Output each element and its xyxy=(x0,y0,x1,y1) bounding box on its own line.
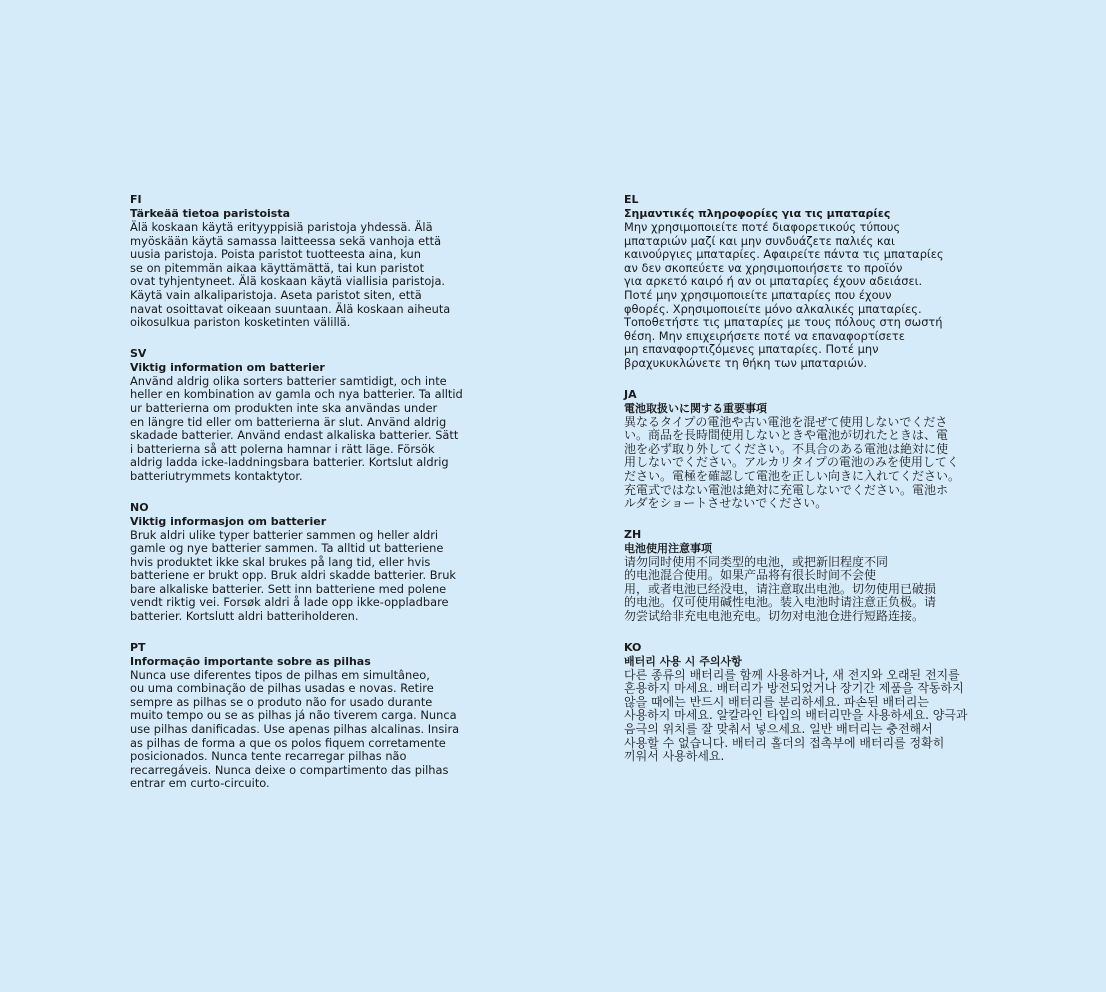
body-text-line: 않을 때에는 반드시 배터리를 분리하세요. 파손된 배터리는 xyxy=(624,694,929,709)
body-text-line: myöskään käytä samassa laitteessa sekä vanhoja että xyxy=(130,233,442,248)
section-title: Viktig informasjon om batterier xyxy=(130,514,327,528)
body-text-line: Τοποθετήστε τις μπαταρίες με τους πόλους στη σωστή xyxy=(624,315,943,330)
body-text-line: 池を必ず取り外してください。不具合のある電池は絶対に使 xyxy=(624,441,949,456)
section-title: 电池使用注意事项 xyxy=(624,541,712,555)
body-text-line: Bruk aldri ulike typer batterier sammen og heller aldri xyxy=(130,527,439,542)
section-sv xyxy=(130,347,475,484)
body-text-line: 用しないでください。アルカリタイプの電池のみを使用してく xyxy=(624,455,959,470)
body-text-line: 끼워서 사용하세요. xyxy=(624,749,725,764)
body-text-line: hvis produktet ikke skal brukes på lang tid, eller hvis xyxy=(130,554,431,569)
body-text-line: Nunca use diferentes tipos de pilhas em simultâneo, xyxy=(130,667,430,682)
body-text-line: 異なるタイプの電池や古い電池を混ぜて使用しないでくださ xyxy=(624,414,948,429)
body-text-line: ださい。電極を確認して電池を正しい向きに入れてください。 xyxy=(624,468,961,483)
body-text-line: 사용할 수 없습니다. 배터리 홀더의 접촉부에 배터리를 정확히 xyxy=(624,735,945,750)
body-text-line: heller en kombination av gamla och nya batterier. Ta alltid xyxy=(130,387,463,402)
body-text-line: navat osoittavat oikeaan suuntaan. Älä koskaan aiheuta xyxy=(130,301,451,316)
body-text-line: ovat tyhjentyneet. Älä koskaan käytä viallisia paristoja. xyxy=(130,274,446,289)
section-pt xyxy=(130,641,475,791)
body-text-line: bare alkaliske batterier. Sett inn batteriene med polene xyxy=(130,581,447,596)
body-text-line: 다른 종류의 배터리를 함께 사용하거나, 새 전지와 오래된 전지를 xyxy=(624,667,960,682)
section-title: Viktig information om batterier xyxy=(130,360,325,374)
language-code: JA xyxy=(624,387,637,401)
body-text-line: vendt riktig vei. Forsøk aldri å lade opp ikke-oppladbare xyxy=(130,595,449,610)
body-text-line: gamle og nye batterier sammen. Ta alltid ut batteriene xyxy=(130,541,444,556)
body-text-line: αν δεν σκοπεύετε να χρησιμοποιήσετε το προϊόν xyxy=(624,260,903,275)
body-text-line: 充電式ではない電池は絶対に充電しないでください。電池ホ xyxy=(624,482,949,497)
language-code: PT xyxy=(130,640,146,654)
body-text-line: θέση. Μην επιχειρήσετε ποτέ να επαναφορτίσετε xyxy=(624,328,905,343)
body-text-line: recarregáveis. Nunca deixe o compartimento das pilhas xyxy=(130,762,449,777)
body-text-line: 请勿同时使用不同类型的电池，或把新旧程度不同 xyxy=(624,554,889,569)
body-text-line: aldrig ladda icke-laddningsbara batterier. Kortslut aldrig xyxy=(130,455,449,470)
section-title: Informação importante sobre as pilhas xyxy=(130,654,371,668)
body-text-line: 혼용하지 마세요. 배터리가 방전되었거나 장기간 제품을 작동하지 xyxy=(624,681,964,696)
body-text-line: 음극의 위치를 잘 맞춰서 넣으세요. 일반 배터리는 충전해서 xyxy=(624,722,933,737)
body-text-line: Μην χρησιμοποιείτε ποτέ διαφορετικούς τύπους xyxy=(624,220,901,234)
body-text-line: i batterierna så att polerna hamnar i rätt läge. Försök xyxy=(130,441,435,456)
body-text-line: use pilhas danificadas. Use apenas pilhas alcalinas. Insira xyxy=(130,722,460,737)
section-title: 배터리 사용 시 주의사항 xyxy=(624,654,742,668)
body-text-line: い。商品を長時間使用しないときや電池が切れたときは、電 xyxy=(624,428,949,443)
body-text-line: βραχυκυκλώνετε τη θήκη των μπαταριών. xyxy=(624,355,868,370)
left-column xyxy=(130,193,475,808)
section-fi xyxy=(130,193,475,330)
body-text-line: uusia paristoja. Poista paristot tuotteesta aina, kun xyxy=(130,247,421,262)
body-text-line: oikosulkua pariston kosketinten välillä. xyxy=(130,315,351,330)
body-text-line: Använd aldrig olika sorters batterier samtidigt, och inte xyxy=(130,373,447,388)
section-zh xyxy=(624,528,969,624)
section-title: Tärkeää tietoa paristoista xyxy=(130,207,291,220)
body-text-line: muito tempo ou se as pilhas já não tiverem carga. Nunca xyxy=(130,708,457,723)
language-code: NO xyxy=(130,500,149,514)
body-text-line: se on pitemmän aikaa käyttämättä, tai kun paristot xyxy=(130,260,425,275)
section-ko xyxy=(624,641,969,764)
body-text-line: 사용하지 마세요. 알칼라인 타입의 배터리만을 사용하세요. 양극과 xyxy=(624,708,968,723)
body-text-line: 用，或者电池已经没电，请注意取出电池。切勿使用已破损 xyxy=(624,581,937,596)
body-text-line: μη επαναφορτιζόμενες μπαταρίες. Ποτέ μην xyxy=(624,342,879,357)
body-text-line: καινούργιες μπαταρίες. Αφαιρείτε πάντα τις μπαταρίες xyxy=(624,247,944,262)
body-text-line: Älä koskaan käytä erityyppisiä paristoja yhdessä. Älä xyxy=(130,220,433,234)
language-code: EL xyxy=(624,193,639,206)
body-text-line: en längre tid eller om batterierna är slut. Använd aldrig xyxy=(130,414,447,429)
language-code: FI xyxy=(130,193,142,206)
body-text-line: as pilhas de forma a que os polos fiquem corretamente xyxy=(130,735,446,750)
section-title: Σημαντικές πληροφορίες για τις μπαταρίες xyxy=(624,207,891,220)
body-text-line: entrar em curto-circuito. xyxy=(130,776,270,791)
section-ja xyxy=(624,388,969,511)
body-text-line: skadade batterier. Använd endast alkaliska batterier. Sätt xyxy=(130,428,459,443)
body-text-line: batteriene er brukt opp. Bruk aldri skadde batterier. Bruk xyxy=(130,568,457,583)
body-text-line: φθορές. Χρησιμοποιείτε μόνο αλκαλικές μπαταρίες. xyxy=(624,301,922,316)
language-code: SV xyxy=(130,346,147,360)
body-text-line: 的电池。仅可使用碱性电池。装入电池时请注意正负极。请 xyxy=(624,595,937,610)
body-text-line: ur batterierna om produkten inte ska användas under xyxy=(130,400,438,415)
body-text-line: ルダをショートさせないでください。 xyxy=(624,496,828,511)
section-title: 電池取扱いに関する重要事項 xyxy=(624,401,767,415)
body-text-line: posicionados. Nunca tente recarregar pilhas não xyxy=(130,749,407,764)
body-text-line: για αρκετό καιρό ή αν οι μπαταρίες έχουν αδειάσει. xyxy=(624,274,923,289)
body-text-line: ou uma combinação de pilhas usadas e novas. Retire xyxy=(130,681,434,696)
body-text-line: 的电池混合使用。如果产品将有很长时间不会使 xyxy=(624,568,877,583)
body-text-line: sempre as pilhas se o produto não for usado durante xyxy=(130,694,433,709)
body-text-line: batteriutrymmets kontaktytor. xyxy=(130,468,303,483)
section-no xyxy=(130,501,475,624)
body-text-line: batterier. Kortslutt aldri batteriholderen. xyxy=(130,609,359,624)
body-text-line: μπαταριών μαζί και μην συνδυάζετε παλιές και xyxy=(624,233,895,248)
language-code: ZH xyxy=(624,527,642,541)
body-text-line: 勿尝试给非充电电池充电。切勿对电池仓进行短路连接。 xyxy=(624,609,925,624)
language-code: KO xyxy=(624,640,642,654)
right-column xyxy=(624,193,969,781)
body-text-line: Ποτέ μην χρησιμοποιείτε μπαταρίες που έχουν xyxy=(624,287,892,302)
section-el xyxy=(624,193,969,371)
body-text-line: Käytä vain alkaliparistoja. Aseta paristot siten, että xyxy=(130,287,422,302)
